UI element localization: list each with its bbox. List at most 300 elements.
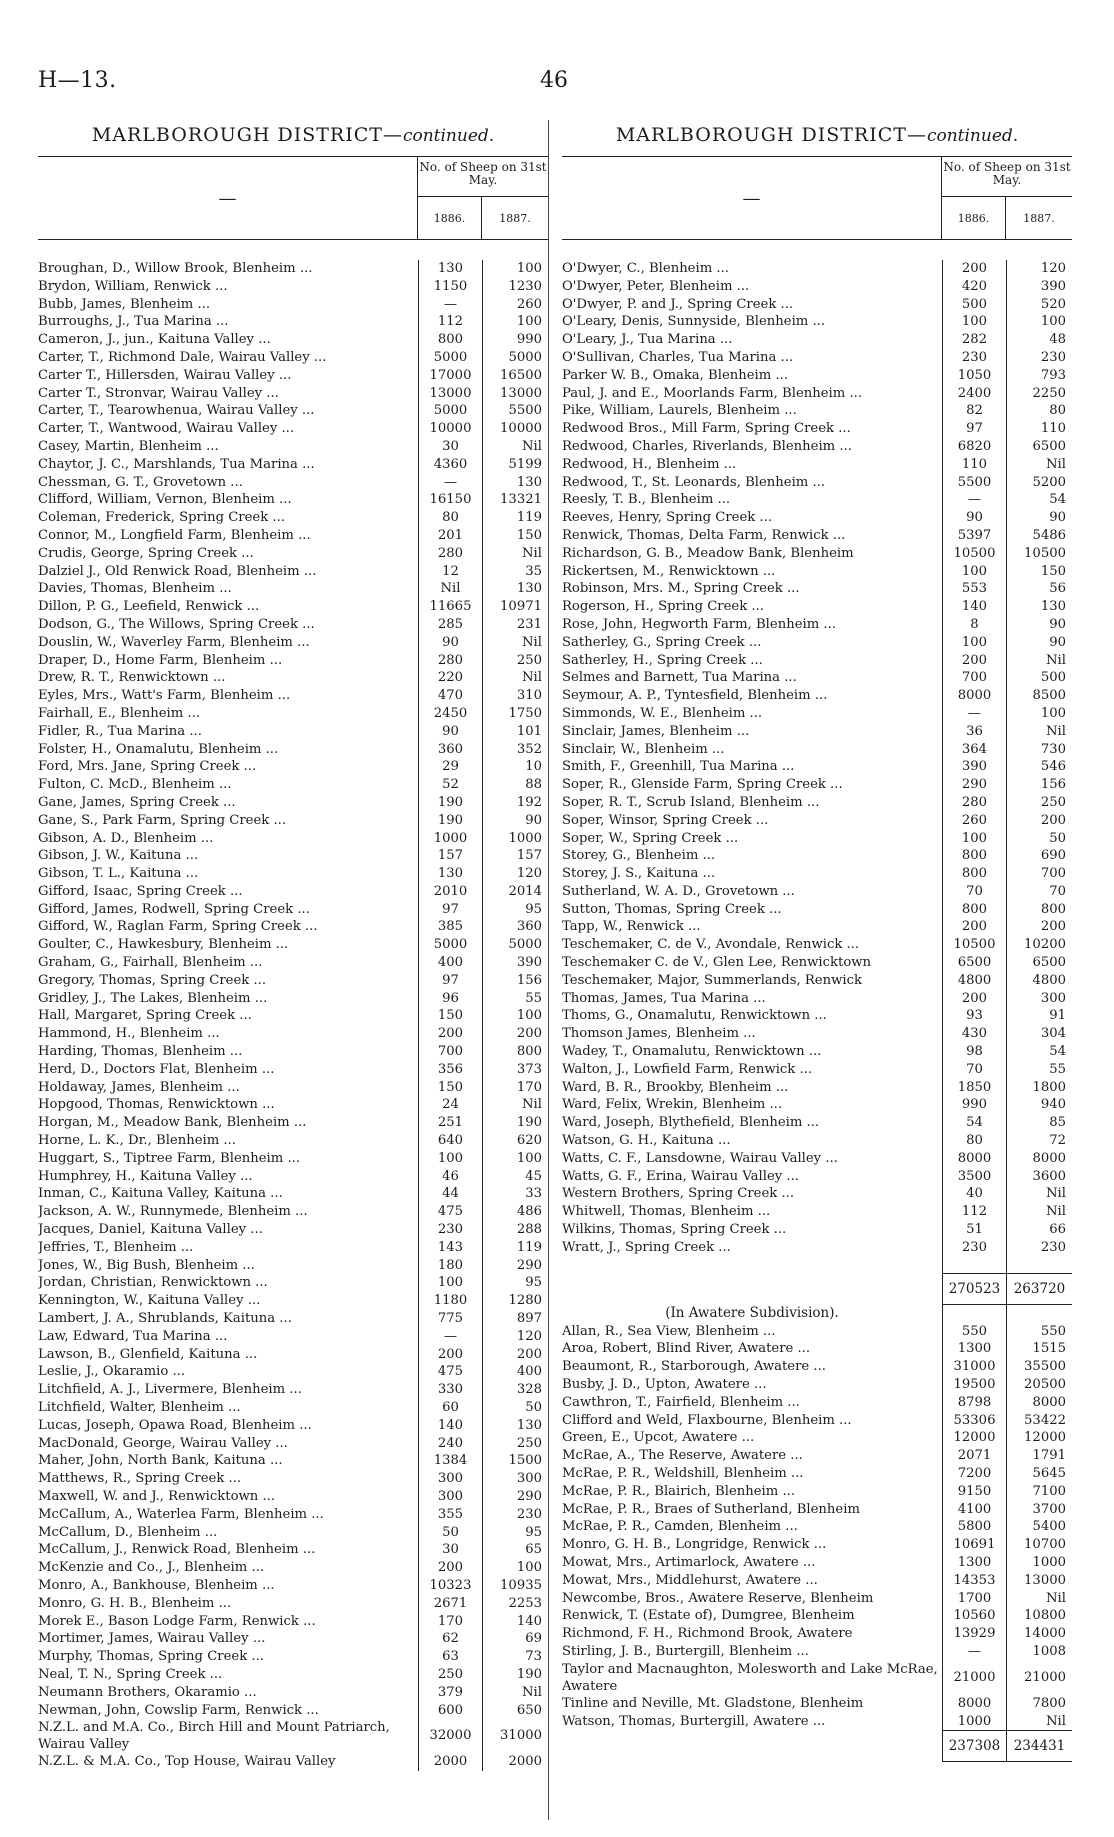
owner-name: Tinline and Neville, Mt. Gladstone, Blenheim <box>562 1695 864 1711</box>
owner-name: Thomson James, Blenheim ... <box>562 1026 756 1042</box>
table-row <box>38 990 548 1008</box>
sheep-1887: 120 <box>1006 260 1072 278</box>
owner-name: Clifford, William, Vernon, Blenheim ... <box>38 492 292 508</box>
sheep-1886: 700 <box>942 669 1006 687</box>
sheep-1886: 1700 <box>942 1590 1006 1608</box>
table-row <box>562 598 1072 616</box>
table-row <box>562 669 1072 687</box>
sheep-1887: 1515 <box>1006 1340 1072 1358</box>
table-row <box>562 1025 1072 1043</box>
sheep-1886: 100 <box>942 634 1006 652</box>
owner-name: Redwood, H., Blenheim ... <box>562 456 737 472</box>
sheep-1887: 1000 <box>482 830 548 848</box>
sheep-1886: 70 <box>942 883 1006 901</box>
owner-name: MacDonald, George, Wairau Valley ... <box>38 1435 288 1451</box>
table-row <box>38 420 548 438</box>
sheep-1887: 250 <box>482 652 548 670</box>
sheep-1886: 6500 <box>942 954 1006 972</box>
sheep-1886: 40 <box>942 1185 1006 1203</box>
table-row <box>562 1465 1072 1483</box>
owner-name: Folster, H., Onamalutu, Blenheim ... <box>38 741 279 757</box>
owner-name: N.Z.L. and M.A. Co., Birch Hill and Mount Patriarch, Wairau Valley <box>38 1720 390 1753</box>
sheep-1886: 2010 <box>418 883 482 901</box>
table-row <box>38 1025 548 1043</box>
sheep-1886: 2071 <box>942 1447 1006 1465</box>
table-row <box>562 1518 1072 1536</box>
sheep-1886: — <box>942 1643 1006 1661</box>
table-row <box>562 313 1072 331</box>
owner-name: Stirling, J. B., Burtergill, Blenheim ... <box>562 1643 809 1659</box>
owner-name: Douslin, W., Waverley Farm, Blenheim ... <box>38 634 310 650</box>
sheep-1886: 6820 <box>942 438 1006 456</box>
table-row <box>38 1452 548 1470</box>
sheep-1887: 10000 <box>482 420 548 438</box>
table-row <box>562 545 1072 563</box>
sheep-1887: 5200 <box>1006 474 1072 492</box>
sheep-1887: 90 <box>482 812 548 830</box>
table-row <box>38 349 548 367</box>
sheep-1887: Nil <box>1006 1203 1072 1221</box>
sheep-1886: 44 <box>418 1185 482 1203</box>
table-row <box>562 260 1072 278</box>
sheep-1887: 90 <box>1006 616 1072 634</box>
owner-name: Jordan, Christian, Renwicktown ... <box>38 1275 268 1291</box>
owner-name: Thoms, G., Onamalutu, Renwicktown ... <box>562 1008 827 1024</box>
table-row <box>562 1221 1072 1239</box>
sheep-1886: 98 <box>942 1043 1006 1061</box>
right-section-title: MARLBOROUGH DISTRICT—continued. <box>615 124 1019 146</box>
sheep-count-heading: No. of Sheep on 31st May. <box>942 157 1072 197</box>
owner-name: O'Dwyer, Peter, Blenheim ... <box>562 278 750 294</box>
table-row <box>38 918 548 936</box>
sheep-1887: 500 <box>1006 669 1072 687</box>
owner-name: Mowat, Mrs., Artimarlock, Awatere ... <box>562 1554 816 1570</box>
sheep-1886: 800 <box>942 901 1006 919</box>
owner-name: Redwood, Charles, Riverlands, Blenheim ... <box>562 438 852 454</box>
owner-name: Satherley, G., Spring Creek ... <box>562 634 762 650</box>
sheep-1887: 10935 <box>482 1577 548 1595</box>
owner-name: Smith, F., Greenhill, Tua Marina ... <box>562 759 795 775</box>
left-table-header: — No. of Sheep on 31st May. 1886. 1887. <box>38 157 548 240</box>
sheep-1887: 800 <box>482 1043 548 1061</box>
owner-name: O'Leary, Denis, Sunnyside, Blenheim ... <box>562 314 826 330</box>
owner-name: McRae, P. R., Weldshill, Blenheim ... <box>562 1466 804 1481</box>
sheep-1886: 190 <box>418 794 482 812</box>
owner-name: Litchfield, A. J., Livermere, Blenheim ... <box>38 1382 302 1398</box>
sheep-1886: 300 <box>418 1470 482 1488</box>
sheep-1887: 6500 <box>1006 954 1072 972</box>
sheep-1886: 8000 <box>942 1695 1006 1713</box>
sheep-1886: 282 <box>942 331 1006 349</box>
sheep-1887: 310 <box>482 687 548 705</box>
sheep-1886: 11665 <box>418 598 482 616</box>
sheep-1887: 156 <box>482 972 548 990</box>
sheep-1887: Nil <box>482 634 548 652</box>
sheep-1887: 5000 <box>482 349 548 367</box>
sheep-1887: 85 <box>1006 1114 1072 1132</box>
sheep-1886: 30 <box>418 438 482 456</box>
sheep-1886: 90 <box>418 634 482 652</box>
sheep-1887: 192 <box>482 794 548 812</box>
owner-name: Sinclair, W., Blenheim ... <box>562 741 725 757</box>
table-row <box>562 901 1072 919</box>
owner-name: Fulton, C. McD., Blenheim ... <box>38 777 232 793</box>
owner-name: Watson, Thomas, Burtergill, Awatere ... <box>562 1713 826 1729</box>
sheep-1887: 300 <box>1006 990 1072 1008</box>
table-row <box>562 527 1072 545</box>
sheep-1886: 800 <box>418 331 482 349</box>
sheep-1886: 4800 <box>942 972 1006 990</box>
sheep-1886: 300 <box>418 1488 482 1506</box>
sheep-1887: 13000 <box>1006 1572 1072 1590</box>
sheep-1887: 54 <box>1006 491 1072 509</box>
owner-name: O'Leary, J., Tua Marina ... <box>562 332 733 348</box>
sheep-1886: 100 <box>418 1150 482 1168</box>
sheep-1887: 7800 <box>1006 1695 1072 1713</box>
sheep-1886: 16150 <box>418 491 482 509</box>
sheep-1886: 775 <box>418 1310 482 1328</box>
table-row <box>38 580 548 598</box>
sheep-1887: 119 <box>482 1239 548 1257</box>
owner-name: Richmond, F. H., Richmond Brook, Awatere <box>562 1626 853 1642</box>
owner-name: Gifford, Isaac, Spring Creek ... <box>38 883 243 899</box>
table-row <box>38 260 548 278</box>
table-row <box>38 652 548 670</box>
table-row <box>562 1323 1072 1341</box>
sheep-1887: 6500 <box>1006 438 1072 456</box>
sheep-1886: — <box>942 705 1006 723</box>
sheep-1886: 170 <box>418 1613 482 1631</box>
owner-name: Watson, G. H., Kaituna ... <box>562 1133 731 1149</box>
sheep-1886: 1000 <box>418 830 482 848</box>
sheep-1887: 290 <box>482 1257 548 1275</box>
sheep-1886: 201 <box>418 527 482 545</box>
table-row <box>562 367 1072 385</box>
table-row <box>38 705 548 723</box>
owner-name: Redwood, T., St. Leonards, Blenheim ... <box>562 474 826 490</box>
table-row <box>38 1559 548 1577</box>
sheep-1886: 360 <box>418 741 482 759</box>
table-row <box>562 1483 1072 1501</box>
sheep-1887: 130 <box>482 1417 548 1435</box>
sheep-1887: 1800 <box>1006 1079 1072 1097</box>
table-row <box>38 598 548 616</box>
sheep-1886: 100 <box>942 313 1006 331</box>
table-row <box>562 1554 1072 1572</box>
sheep-1887: 10200 <box>1006 936 1072 954</box>
sheep-1887: 1750 <box>482 705 548 723</box>
owner-name: Ward, Joseph, Blythefield, Blenheim ... <box>562 1115 820 1131</box>
owner-name: Connor, M., Longfield Farm, Blenheim ... <box>38 527 311 543</box>
sheep-1886: 54 <box>942 1114 1006 1132</box>
sheep-1886: 14353 <box>942 1572 1006 1590</box>
sheep-1887: 56 <box>1006 580 1072 598</box>
owner-name: Parker W. B., Omaka, Blenheim ... <box>562 367 789 383</box>
table-row <box>562 1376 1072 1394</box>
owner-name: Bubb, James, Blenheim ... <box>38 296 211 312</box>
sheep-1886: 475 <box>418 1363 482 1381</box>
table-row <box>38 296 548 314</box>
sheep-1887: 21000 <box>1006 1661 1072 1695</box>
owner-name: Carter T., Hillersden, Wairau Valley ... <box>38 367 292 383</box>
sheep-1887: 73 <box>482 1648 548 1666</box>
table-row <box>38 936 548 954</box>
owner-name: Soper, R., Glenside Farm, Spring Creek ... <box>562 777 843 793</box>
sheep-1886: 500 <box>942 296 1006 314</box>
sheep-1887: 72 <box>1006 1132 1072 1150</box>
table-row <box>562 385 1072 403</box>
owner-name: O'Dwyer, P. and J., Spring Creek ... <box>562 296 794 312</box>
sheep-1887: Nil <box>482 545 548 563</box>
table-row <box>38 545 548 563</box>
sheep-1886: 112 <box>418 313 482 331</box>
table-row <box>562 331 1072 349</box>
table-row <box>38 1185 548 1203</box>
sheep-1887: 2014 <box>482 883 548 901</box>
sheep-1887: Nil <box>1006 1185 1072 1203</box>
owner-name: Sinclair, James, Blenheim ... <box>562 723 750 739</box>
sheep-1887: 10700 <box>1006 1536 1072 1554</box>
owner-name: Newman, John, Cowslip Farm, Renwick ... <box>38 1702 319 1718</box>
sheep-1887: 390 <box>482 954 548 972</box>
owner-name: O'Dwyer, C., Blenheim ... <box>562 261 729 276</box>
sheep-1886: 700 <box>418 1043 482 1061</box>
sheep-1886: 385 <box>418 918 482 936</box>
year-1886-heading: 1886. <box>942 197 1006 239</box>
sheep-1886: 200 <box>418 1025 482 1043</box>
table-row <box>38 776 548 794</box>
sheep-1887: 352 <box>482 741 548 759</box>
sheep-1887: 10500 <box>1006 545 1072 563</box>
owner-name: Matthews, R., Spring Creek ... <box>38 1471 242 1487</box>
table-row <box>38 402 548 420</box>
owner-name: Teschemaker C. de V., Glen Lee, Renwicktown <box>562 955 872 971</box>
total-row-1886: 237308 <box>942 1730 1006 1762</box>
sheep-1887: Nil <box>482 669 548 687</box>
owner-name: Redwood Bros., Mill Farm, Spring Creek ... <box>562 421 851 437</box>
owner-name: Dodson, G., The Willows, Spring Creek ... <box>38 616 315 632</box>
sheep-1887: 200 <box>1006 918 1072 936</box>
table-row <box>38 527 548 545</box>
sheep-1886: 30 <box>418 1541 482 1559</box>
sheep-1886: 280 <box>418 652 482 670</box>
sheep-1886: 63 <box>418 1648 482 1666</box>
sheep-1887: Nil <box>1006 1713 1072 1731</box>
owner-name: Satherley, H., Spring Creek ... <box>562 652 763 668</box>
sheep-1887: 300 <box>482 1470 548 1488</box>
total-row-1887: 234431 <box>1006 1730 1072 1762</box>
table-row <box>562 1625 1072 1643</box>
owner-name: Gibson, A. D., Blenheim ... <box>38 830 214 846</box>
sheep-1887: 520 <box>1006 296 1072 314</box>
table-row <box>562 1340 1072 1358</box>
sheep-1887: 130 <box>1006 598 1072 616</box>
owner-name: Jones, W., Big Bush, Blenheim ... <box>38 1257 255 1273</box>
owner-name: Gregory, Thomas, Spring Creek ... <box>38 972 267 988</box>
sheep-1887: 10 <box>482 758 548 776</box>
owner-name: Horne, L. K., Dr., Blenheim ... <box>38 1133 236 1149</box>
sheep-1887: 100 <box>482 313 548 331</box>
sheep-1886: 10500 <box>942 545 1006 563</box>
table-row <box>38 901 548 919</box>
table-row <box>562 1572 1072 1590</box>
table-row <box>38 847 548 865</box>
table-row <box>38 1435 548 1453</box>
sheep-1886: 260 <box>942 812 1006 830</box>
sheep-1886: 3500 <box>942 1168 1006 1186</box>
table-row <box>562 349 1072 367</box>
table-row <box>562 847 1072 865</box>
table-row <box>38 1541 548 1559</box>
sheep-1886: 52 <box>418 776 482 794</box>
sheep-1887: 486 <box>482 1203 548 1221</box>
owner-name: Watts, C. F., Lansdowne, Wairau Valley ... <box>562 1150 838 1166</box>
sheep-1886: 330 <box>418 1381 482 1399</box>
owner-name: Wratt, J., Spring Creek ... <box>562 1239 731 1255</box>
sheep-1886: 130 <box>418 865 482 883</box>
owner-name: Leslie, J., Okaramio ... <box>38 1364 186 1380</box>
total-row <box>562 1730 1072 1760</box>
owner-name: Robinson, Mrs. M., Spring Creek ... <box>562 581 800 597</box>
table-row <box>38 1221 548 1239</box>
sheep-1887: 12000 <box>1006 1429 1072 1447</box>
table-row <box>562 1412 1072 1430</box>
sheep-1887: 190 <box>482 1666 548 1684</box>
sheep-1886: 140 <box>942 598 1006 616</box>
sheep-1887: 95 <box>482 901 548 919</box>
table-row <box>38 278 548 296</box>
sheep-1887: 200 <box>482 1025 548 1043</box>
sheep-1887: 328 <box>482 1381 548 1399</box>
sheep-1886: 1300 <box>942 1340 1006 1358</box>
sheep-1886: 19500 <box>942 1376 1006 1394</box>
sheep-1886: 5500 <box>942 474 1006 492</box>
table-row <box>38 1114 548 1132</box>
owner-name: Carter, T., Wantwood, Wairau Valley ... <box>38 421 295 437</box>
sheep-1886: 1180 <box>418 1292 482 1310</box>
sheep-1887: 800 <box>1006 901 1072 919</box>
owner-name: Allan, R., Sea View, Blenheim ... <box>562 1323 776 1339</box>
owner-name: Hall, Margaret, Spring Creek ... <box>38 1008 252 1024</box>
owner-name: Neal, T. N., Spring Creek ... <box>38 1666 223 1682</box>
year-1887-heading: 1887. <box>499 211 531 225</box>
sheep-1887: 200 <box>1006 812 1072 830</box>
owner-name: Gibson, J. W., Kaituna ... <box>38 848 199 864</box>
sheep-1886: 230 <box>942 349 1006 367</box>
owner-name: Lawson, B., Glenfield, Kaituna ... <box>38 1346 258 1362</box>
sheep-1886: 12000 <box>942 1429 1006 1447</box>
owner-name: McCallum, A., Waterlea Farm, Blenheim ... <box>38 1506 324 1522</box>
table-row <box>562 1168 1072 1186</box>
sheep-1887: 390 <box>1006 278 1072 296</box>
owner-name: Gane, S., Park Farm, Spring Creek ... <box>38 812 287 828</box>
sheep-1886: 32000 <box>418 1719 482 1753</box>
owner-name: Kennington, W., Kaituna Valley ... <box>38 1293 261 1309</box>
right-table-body <box>562 260 1072 1760</box>
sheep-1887: 100 <box>1006 313 1072 331</box>
table-row <box>562 296 1072 314</box>
table-row <box>562 616 1072 634</box>
sheep-1886: 60 <box>418 1399 482 1417</box>
table-row <box>38 1488 548 1506</box>
owner-name: Teschemaker, Major, Summerlands, Renwick <box>562 972 862 988</box>
sheep-1887: Nil <box>482 1684 548 1702</box>
table-row <box>38 1417 548 1435</box>
sheep-1886: 13929 <box>942 1625 1006 1643</box>
owner-name: Casey, Martin, Blenheim ... <box>38 438 219 454</box>
sheep-1887: 400 <box>482 1363 548 1381</box>
owner-name: Busby, J. D., Upton, Awatere ... <box>562 1377 767 1393</box>
table-row <box>38 1310 548 1328</box>
owner-name: Cawthron, T., Fairfield, Blenheim ... <box>562 1394 800 1410</box>
sheep-1887: 95 <box>482 1274 548 1292</box>
sheep-1887: Nil <box>482 1096 548 1114</box>
table-row <box>562 741 1072 759</box>
table-row <box>38 474 548 492</box>
sheep-1886: 62 <box>418 1630 482 1648</box>
sheep-1886: 10323 <box>418 1577 482 1595</box>
sheep-1886: 220 <box>418 669 482 687</box>
sheep-1887: 373 <box>482 1061 548 1079</box>
sheep-1887: 170 <box>482 1079 548 1097</box>
table-row <box>38 1096 548 1114</box>
table-row <box>38 509 548 527</box>
sheep-1887: 304 <box>1006 1025 1072 1043</box>
owner-name: Paul, J. and E., Moorlands Farm, Blenheim ... <box>562 385 863 401</box>
table-row <box>562 830 1072 848</box>
table-row <box>562 491 1072 509</box>
owner-name: Western Brothers, Spring Creek ... <box>562 1186 795 1202</box>
sheep-1887: 7100 <box>1006 1483 1072 1501</box>
table-row <box>38 972 548 990</box>
sheep-1886: 90 <box>418 723 482 741</box>
sheep-1886: 180 <box>418 1257 482 1275</box>
table-row <box>38 723 548 741</box>
table-row <box>562 705 1072 723</box>
table-row <box>38 954 548 972</box>
table-row <box>38 1524 548 1542</box>
table-row <box>38 634 548 652</box>
table-row <box>38 1346 548 1364</box>
table-row <box>562 1590 1072 1608</box>
table-row <box>562 402 1072 420</box>
sheep-1887: 1280 <box>482 1292 548 1310</box>
sheep-1887: 16500 <box>482 367 548 385</box>
owner-name: Jackson, A. W., Runnymede, Blenheim ... <box>38 1204 308 1220</box>
sheep-1886: 200 <box>942 652 1006 670</box>
sheep-1887: 65 <box>482 1541 548 1559</box>
owner-name: Renwick, Thomas, Delta Farm, Renwick ... <box>562 527 846 543</box>
owner-name: Richardson, G. B., Meadow Bank, Blenheim <box>562 545 854 561</box>
sheep-1886: 800 <box>942 865 1006 883</box>
owner-name: Dalziel J., Old Renwick Road, Blenheim ... <box>38 563 317 579</box>
owner-name: Drew, R. T., Renwicktown ... <box>38 670 226 686</box>
table-row <box>562 918 1072 936</box>
owner-name: McKenzie and Co., J., Blenheim ... <box>38 1560 265 1576</box>
sheep-1886: 8 <box>942 616 1006 634</box>
owner-name: Carter, T., Richmond Dale, Wairau Valley ... <box>38 349 327 365</box>
sheep-1886: 1850 <box>942 1079 1006 1097</box>
owner-name: Harding, Thomas, Blenheim ... <box>38 1044 243 1060</box>
owner-name: Walton, J., Lowfield Farm, Renwick ... <box>562 1061 813 1077</box>
sheep-1887: 157 <box>482 847 548 865</box>
owner-name: Maher, John, North Bank, Kaituna ... <box>38 1453 283 1469</box>
sheep-1886: 10691 <box>942 1536 1006 1554</box>
table-row <box>38 741 548 759</box>
table-row <box>562 1096 1072 1114</box>
left-section-title: MARLBOROUGH DISTRICT—continued. <box>91 124 495 146</box>
sheep-1887: 2250 <box>1006 385 1072 403</box>
